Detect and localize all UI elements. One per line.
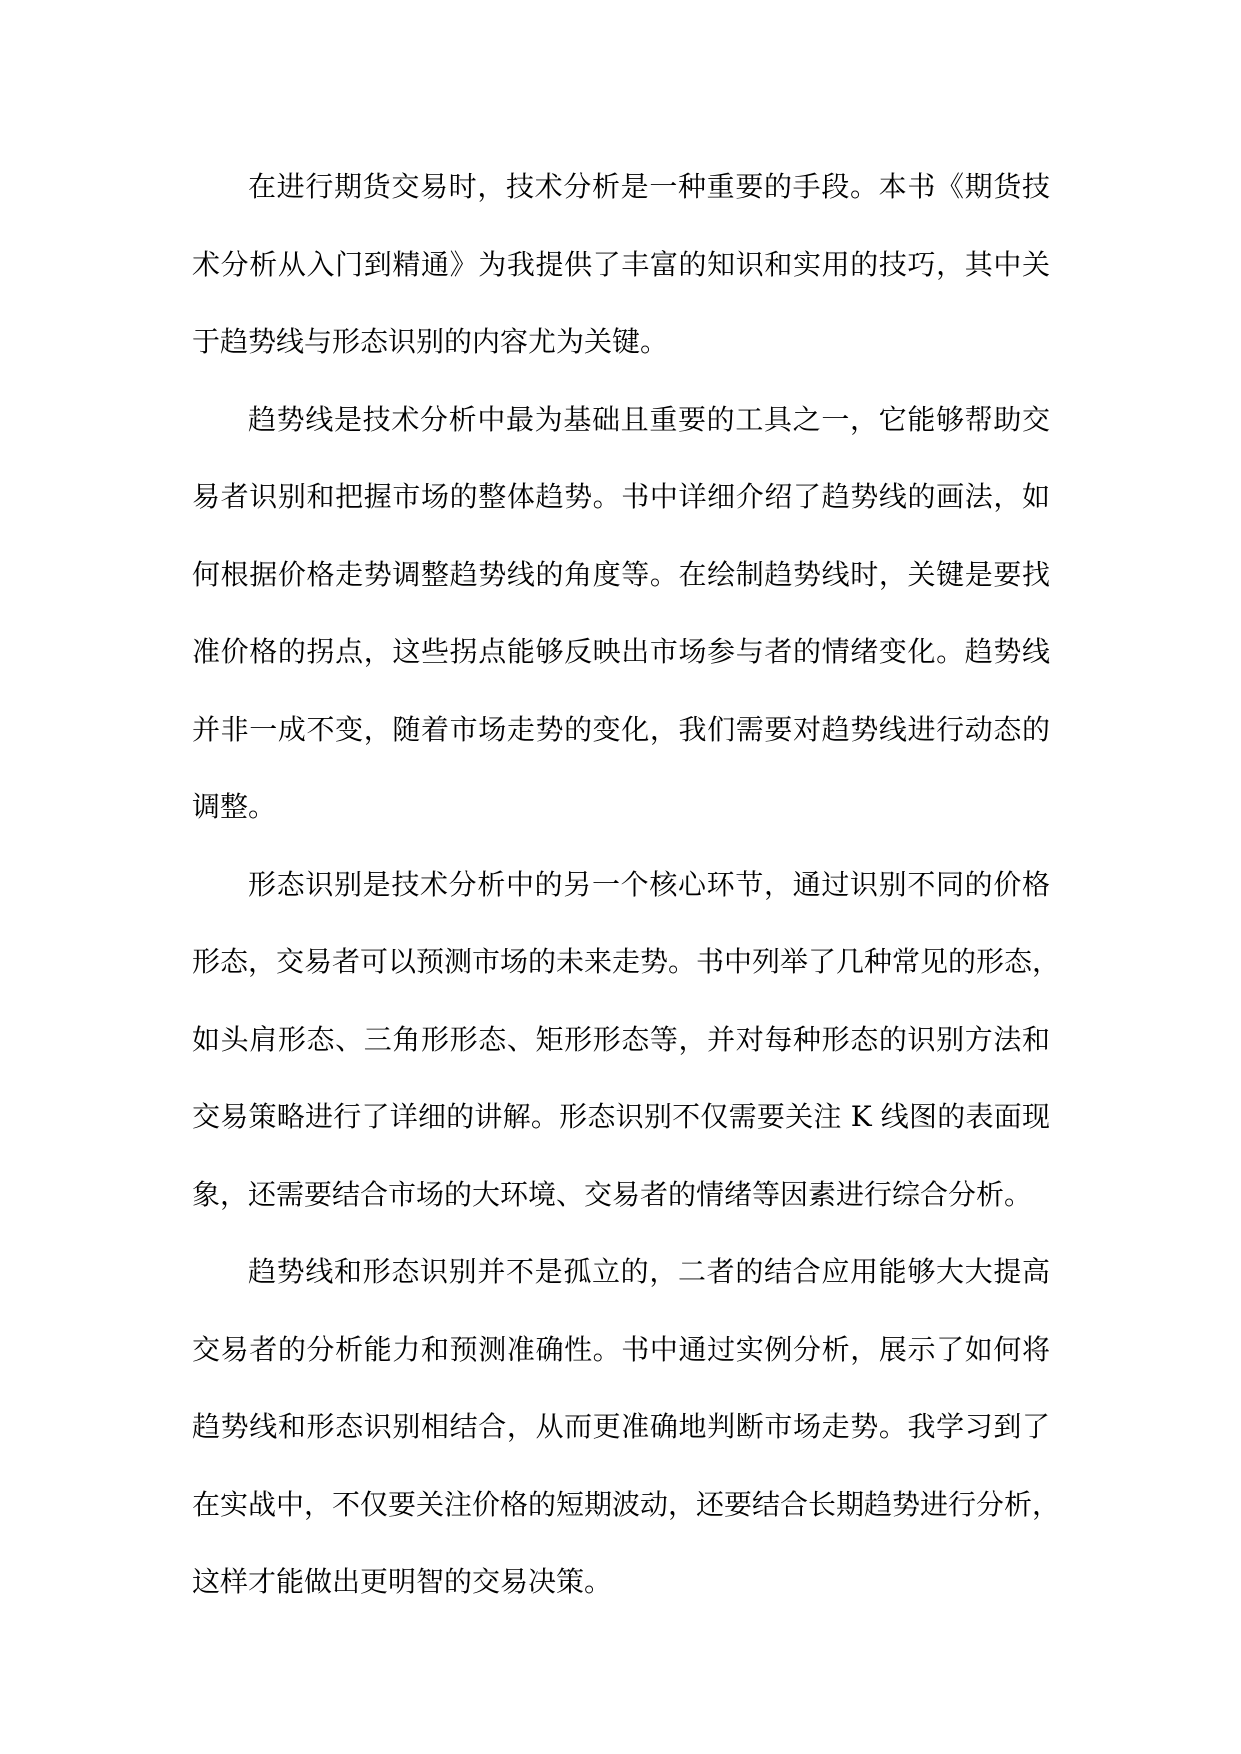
paragraph-3 (192, 846, 1061, 1234)
paragraph-line: 术分析从入门到精通》为我提供了丰富的知识和实用的技巧，其中关 (192, 247, 1050, 281)
paragraph-line: 趋势线和形态识别相结合，从而更准确地判断市场走势。我学习到了 (192, 1410, 1050, 1443)
paragraph-2 (192, 381, 1050, 846)
paragraph-line: 易者识别和把握市场的整体趋势。书中详细介绍了趋势线的画法，如 (192, 480, 1050, 513)
paragraph-1 (192, 148, 1050, 381)
paragraph-line: 如头肩形态、三角形形态、矩形形态等，并对每种形态的识别方法和 (192, 1022, 1050, 1056)
document-body (192, 148, 1061, 1621)
paragraph-line: 形态识别是技术分析中的另一个核心环节，通过识别不同的价格 (248, 867, 1050, 901)
paragraph-line: 在进行期货交易时，技术分析是一种重要的手段。本书《期货技 (248, 170, 1050, 203)
paragraph-line: 准价格的拐点，这些拐点能够反映出市场参与者的情绪变化。趋势线 (192, 635, 1050, 668)
paragraph-line: 趋势线是技术分析中最为基础且重要的工具之一，它能够帮助交 (248, 402, 1050, 436)
paragraph-line: 交易者的分析能力和预测准确性。书中通过实例分析，展示了如何将 (192, 1332, 1050, 1366)
paragraph-line: 象，还需要结合市场的大环境、交易者的情绪等因素进行综合分析。 (192, 1177, 1033, 1211)
paragraph-line: 这样才能做出更明智的交易决策。 (192, 1565, 613, 1598)
paragraph-line: 调整。 (192, 790, 277, 823)
paragraph-line: 何根据价格走势调整趋势线的角度等。在绘制趋势线时，关键是要找 (192, 557, 1050, 591)
paragraph-4 (192, 1233, 1061, 1621)
paragraph-line: 形态，交易者可以预测市场的未来走势。书中列举了几种常见的形态， (192, 945, 1061, 978)
paragraph-line: 并非一成不变，随着市场走势的变化，我们需要对趋势线进行动态的 (192, 712, 1050, 746)
paragraph-line: 交易策略进行了详细的讲解。形态识别不仅需要关注 K 线图的表面现 (192, 1100, 1050, 1133)
paragraph-line: 趋势线和形态识别并不是孤立的，二者的结合应用能够大大提高 (248, 1255, 1050, 1288)
paragraph-line: 于趋势线与形态识别的内容尤为关键。 (192, 325, 669, 358)
paragraph-line: 在实战中，不仅要关注价格的短期波动，还要结合长期趋势进行分析， (192, 1487, 1061, 1521)
